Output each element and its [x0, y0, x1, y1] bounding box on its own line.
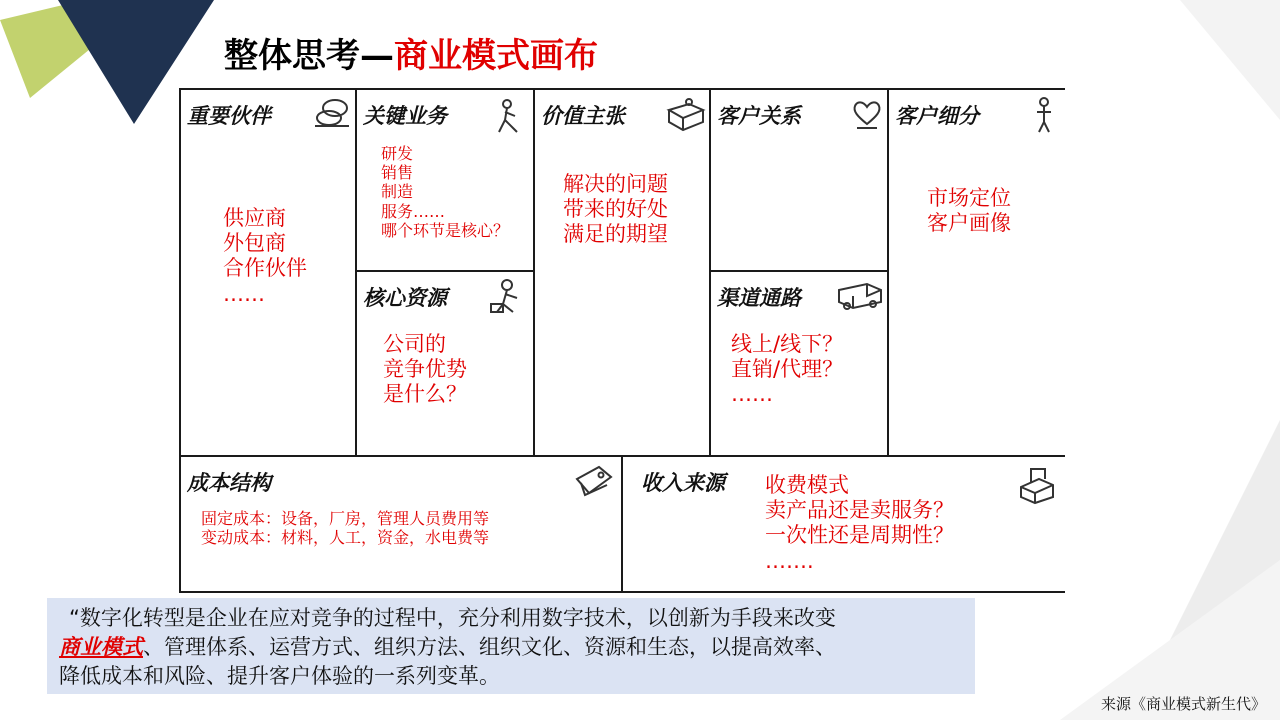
list-item: 哪个环节是核心？	[381, 220, 510, 240]
key-partners-heading: 重要伙伴	[187, 103, 271, 128]
list-item: 解决的问题	[563, 172, 668, 196]
title-highlight: 商业模式画布	[394, 36, 598, 76]
quote-line-2-text: 、管理体系、运营方式、组织方法、组织文化、资源和生态，以提高效率、	[143, 635, 836, 659]
value-propositions-list	[563, 172, 668, 248]
key-activities-heading: 关键业务	[363, 103, 447, 128]
list-item: 公司的	[383, 332, 446, 356]
list-item: 竞争优势	[383, 357, 467, 382]
channels-list	[731, 332, 843, 408]
value-propositions-block	[533, 88, 711, 457]
quote-line-1: “数字化转型是企业在应对竞争的过程中，充分利用数字技术，以创新为手段来改变	[69, 606, 836, 630]
source-citation: 来源《商业模式新生代》	[1100, 695, 1266, 713]
revenue-streams-list	[765, 473, 954, 574]
chain-link-icon	[311, 96, 353, 130]
title-main: 整体思考—	[224, 36, 394, 76]
customer-segments-list	[927, 186, 1011, 236]
key-activities-list	[381, 144, 509, 240]
list-item: 满足的期望	[563, 222, 668, 247]
cost-structure-block	[179, 455, 623, 593]
list-item: 变动成本：材料，人工，资金，水电费等	[201, 528, 490, 548]
list-item: 销售	[381, 163, 414, 183]
list-item: 固定成本：设备，厂房，管理人员费用等	[201, 509, 490, 528]
key-partners-list	[223, 206, 307, 307]
list-item: ……	[223, 281, 265, 306]
definition-quote	[47, 598, 975, 694]
person-icon	[1029, 96, 1059, 134]
worker-with-box-icon	[487, 278, 527, 316]
cost-structure-list	[201, 509, 489, 547]
quote-line-2	[59, 633, 963, 662]
list-item: 带来的好处	[563, 197, 668, 222]
key-activities-block	[355, 88, 535, 272]
list-item: 是什么？	[383, 382, 467, 407]
channels-heading: 渠道通路	[717, 285, 801, 310]
key-partners-block	[179, 88, 357, 457]
list-item: 研发	[381, 144, 414, 163]
list-item: 供应商	[223, 206, 286, 230]
business-model-canvas	[179, 88, 1065, 593]
key-resources-list	[383, 332, 467, 408]
list-item: 合作伙伴	[223, 256, 307, 281]
list-item: 服务……	[381, 201, 446, 221]
customer-relationships-block	[709, 88, 889, 272]
list-item: 外包商	[223, 231, 286, 256]
customer-segments-block	[887, 88, 1065, 457]
cost-structure-heading: 成本结构	[187, 470, 271, 495]
cash-register-icon	[1017, 465, 1057, 505]
customer-relationships-heading: 客户关系	[717, 103, 801, 128]
slide-title	[224, 34, 598, 78]
list-item: 市场定位	[927, 186, 1011, 210]
list-item: 线上/线下？	[731, 332, 844, 356]
customer-segments-heading: 客户细分	[895, 103, 979, 128]
gift-box-icon	[665, 96, 707, 132]
list-item: 一次性还是周期性？	[765, 523, 954, 548]
value-propositions-heading: 价值主张	[541, 103, 625, 128]
delivery-truck-icon	[837, 280, 885, 312]
list-item: ……	[731, 382, 773, 407]
list-item: …….	[765, 548, 814, 573]
list-item: 收费模式	[765, 473, 849, 497]
heart-icon	[851, 98, 883, 130]
channels-block	[709, 270, 889, 457]
quote-line-3: 降低成本和风险、提升客户体验的一系列变革。	[59, 664, 500, 688]
revenue-streams-heading: 收入来源	[641, 470, 725, 495]
worker-icon	[491, 98, 525, 134]
revenue-streams-block	[621, 455, 1065, 593]
list-item: 制造	[381, 182, 414, 202]
key-resources-block	[355, 270, 535, 457]
list-item: 卖产品还是卖服务？	[765, 498, 954, 523]
key-resources-heading: 核心资源	[363, 285, 447, 310]
quote-emphasis: 商业模式	[59, 635, 143, 659]
list-item: 客户画像	[927, 211, 1011, 236]
list-item: 直销/代理？	[731, 357, 844, 382]
price-tag-icon	[571, 463, 615, 501]
